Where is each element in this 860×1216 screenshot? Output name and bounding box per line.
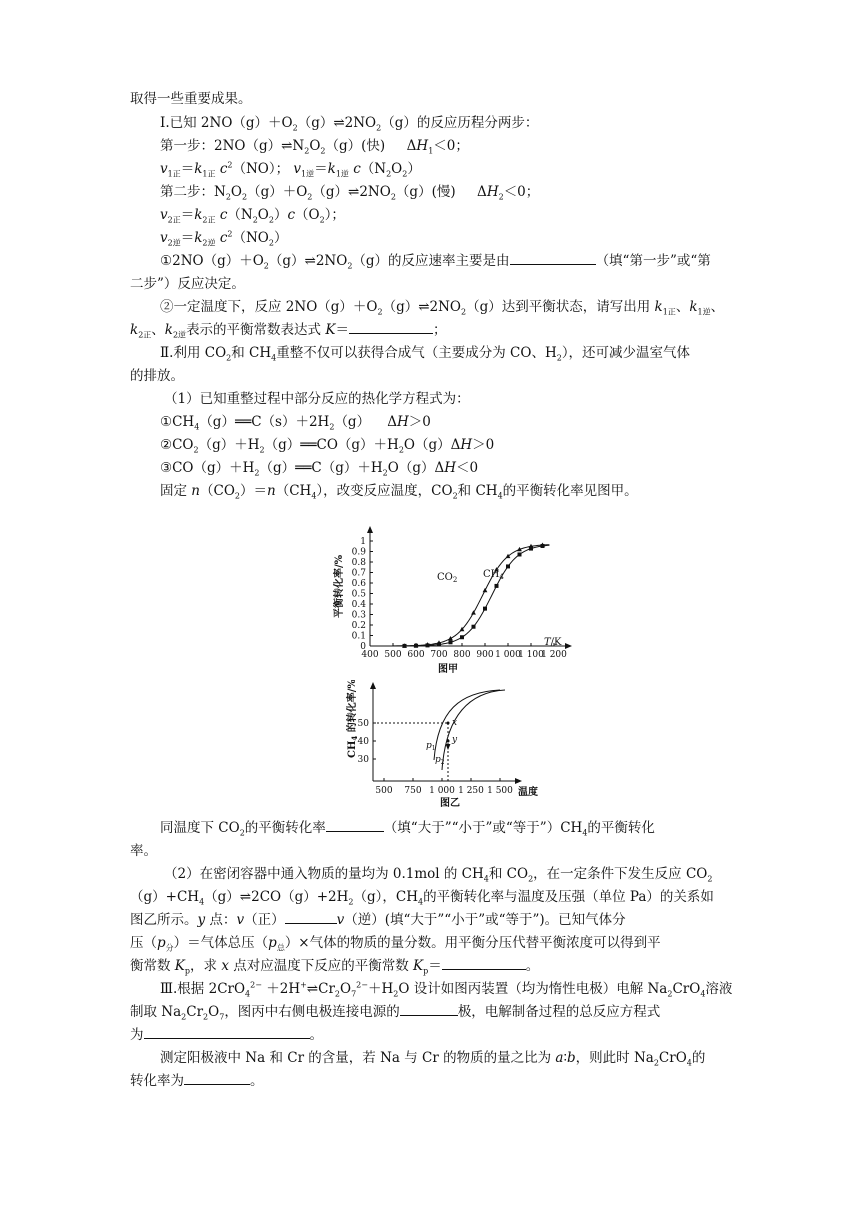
text-line-l22: $(g)+CH_4(g)\rightleftharpoons 2CO(g)+2H_2(g)$，$CH_4$的平衡转化率与温度及压强（单位 Pa）的关系如	[130, 889, 714, 907]
co2-label: $CO_2$	[437, 572, 458, 584]
figure-jia-caption: 图甲	[438, 664, 458, 675]
figure-yi-chart	[330, 680, 560, 808]
text-line-l01: 取得一些重要成果。	[130, 91, 252, 107]
figure-jia-chart	[320, 520, 580, 680]
x-tick-label-2: 750	[404, 786, 422, 796]
x-tick-label: 700	[430, 650, 448, 660]
text-line-l21: （2）在密闭容器中通入物质的量均为 0.1mol 的 $CH_4$和 $CO_2$，在一定条件下发生反应 $CO_2$	[164, 866, 713, 884]
x-tick-label-2: 1 250	[458, 786, 484, 796]
ch4-point	[506, 564, 510, 568]
p1-curve	[434, 690, 500, 760]
ch4-point	[518, 552, 522, 556]
text-line-l29: 测定阳极液中 Na 和 Cr 的含量，若 Na 与 Cr 的物质的量之比为 a∶b，则此时 $Na_2CrO_4$的	[160, 1050, 706, 1068]
x-tick-label: 600	[407, 650, 425, 660]
label-x: x	[452, 718, 458, 728]
label-p1: $p_1$	[426, 741, 436, 752]
point-x	[447, 722, 450, 725]
text-line-l24: 压$(p_分)=$气体总压$(p_总)\times$气体的物质的量分数。用平衡分压代替平衡浓度可以得到平	[130, 935, 661, 953]
x-axis-label-2: 温度	[518, 787, 538, 798]
ch4-point	[529, 547, 533, 551]
text-line-l03: 第一步：$2NO(g)\rightleftharpoons N_2O_2(g)$(快) $\Delta H_1<0$；	[160, 138, 469, 156]
figure-jia	[320, 520, 580, 680]
text-line-l18: 固定 $n(CO_2)=n(CH_4)$，改变反应温度，$CO_2$和 $CH_4$的平衡转化率见图甲。	[160, 483, 638, 501]
y-tick-label: 1	[360, 537, 366, 547]
text-line-l11: $k_{2正}$、$k_{2逆}$表示的平衡常数表达式 K＝ ；	[130, 319, 860, 341]
co2-point	[471, 610, 476, 614]
y-tick-label: 0.1	[351, 631, 366, 642]
y-tick-label: 0.8	[351, 558, 366, 568]
x-tick-label: 800	[453, 650, 471, 660]
text-line-l08: $①2NO(g)+O_2(g)\rightleftharpoons 2NO_2(g)$的反应速率主要是由 （填“第一步”或“第	[160, 250, 860, 272]
figure-yi-caption: 图乙	[440, 798, 460, 808]
y-tick-label: 0.9	[351, 547, 366, 558]
ch4-point	[460, 635, 464, 639]
x-tick-label: 400	[361, 650, 379, 660]
text-line-l20: 率。	[130, 843, 157, 859]
text-line-l13: 的排放。	[130, 368, 184, 384]
ch4-point	[426, 643, 430, 647]
text-line-l05: 第二步：$N_2O_2(g)+O_2(g)\rightleftharpoons 2NO_2(g)$(慢) $\Delta H_2<0$；	[160, 184, 540, 202]
y-tick-label-2: 50	[357, 719, 369, 729]
text-line-l17: $③CO(g)+H_2(g)══C(g)+H_2O(g)\Delta H<0$	[160, 460, 479, 478]
text-line-l30: 转化率为 。	[130, 1070, 860, 1092]
co2-point	[483, 588, 488, 592]
ch4-point	[495, 584, 499, 588]
point-y	[447, 740, 450, 743]
text-line-l02: Ⅰ.已知 $2NO(g)+O_2(g)\rightleftharpoons 2NO_2(g)$的反应历程分两步：	[160, 115, 539, 133]
x-axis-label: T/K	[544, 637, 562, 648]
text-line-l23: 图乙所示。y 点：v（正） v（逆）(填“大于”“小于”或“等于”)。已知气体分	[130, 909, 860, 931]
ch4-point	[437, 642, 441, 646]
x-tick-label-2: 1 000	[429, 786, 455, 796]
y-axis-label-2: $CH_4$ 的转化率/%	[347, 680, 359, 758]
y-axis-label: 平衡转化率/%	[334, 554, 345, 618]
y-tick-label: 0.6	[351, 579, 366, 589]
y-tick-label-2: 30	[357, 755, 369, 765]
text-line-l28: 为 。	[130, 1024, 860, 1046]
ch4-point	[483, 607, 487, 611]
ch4-point	[541, 544, 545, 548]
text-line-l16: $②CO_2(g)+H_2(g)══CO(g)+H_2O(g)\Delta H>0$	[160, 437, 495, 455]
text-line-l06: $v_{2正}=k_{2正}$ $c(N_2O_2)c(O_2)$；	[160, 207, 345, 225]
y-tick-label: 0.7	[351, 568, 366, 579]
x-tick-label: 500	[384, 650, 402, 660]
text-line-l19: 同温度下 $CO_2$的平衡转化率 （填“大于”“小于”或“等于$”)CH_4$的平衡转化	[160, 817, 860, 839]
y-tick-label: 0.4	[351, 600, 366, 610]
text-line-l14: （1）已知重整过程中部分反应的热化学方程式为：	[164, 391, 470, 407]
ch4-point	[449, 640, 453, 644]
x-tick-label: 1 100	[518, 650, 544, 660]
text-line-l07: $v_{2逆}=k_{2逆}$ $c^2(NO_2)$	[160, 229, 288, 248]
y-tick-label-2: 40	[357, 737, 369, 747]
text-line-l09: 二步”）反应决定。	[130, 276, 245, 292]
co2-point	[448, 636, 453, 640]
x-tick-label: 1 000	[495, 650, 521, 660]
figure-yi	[330, 680, 560, 808]
x-tick-label-2: 500	[375, 786, 393, 796]
p2-curve	[442, 690, 505, 770]
ch4-point	[414, 644, 418, 648]
x-tick-label: 1 200	[541, 650, 567, 660]
ch4-point	[403, 644, 407, 648]
y-tick-label: 0.5	[351, 589, 366, 600]
text-line-l25: 衡常数 $K_p$，求 x 点对应温度下反应的平衡常数 $K_p=$ 。	[130, 955, 860, 977]
label-y: y	[452, 735, 458, 745]
arrow-y	[446, 744, 451, 750]
text-line-l04: $v_{1正}=k_{1正}$ $c^2(NO)$； $v_{1逆}=k_{1逆}$ $c(N_2O_2)$	[160, 160, 421, 179]
x-tick-label: 900	[476, 650, 494, 660]
y-tick-label: 0	[360, 642, 366, 652]
ch4-point	[472, 625, 476, 629]
y-tick-label: 0.3	[351, 610, 366, 621]
co2-curve	[393, 545, 549, 646]
x-tick-label-2: 1 500	[487, 786, 513, 796]
text-line-l10: ②一定温度下，反应 $2NO(g)+O_2(g)\rightleftharpoons 2NO_2(g)$达到平衡状态，请写出用 $k_{1正}$、$k_{1逆}$、	[160, 299, 725, 317]
text-line-l12: Ⅱ.利用 $CO_2$和 $CH_4$重整不仅可以获得合成气（主要成分为 CO、$H_2$），还可减少温室气体	[160, 345, 691, 363]
ch4-label: $CH_4$	[483, 569, 504, 581]
text-line-l26: Ⅲ.根据 $2CrO_4^{2-} +2H^+\rightleftharpoons Cr_2O_7^{2-}+H_2O$ 设计如图丙装置（均为惰性电极）电解 $Na_2CrO_4$溶液	[160, 980, 733, 999]
label-p2: $p_2$	[435, 755, 445, 766]
text-line-l27: 制取 $Na_2Cr_2O_7$，图丙中右侧电极连接电源的 极，电解制备过程的总反应方程式	[130, 1001, 860, 1023]
y-tick-label: 0.2	[351, 621, 366, 631]
text-line-l15: $①CH_4(g)══C(s)+2H_2(g)$ ΔH＞0	[160, 414, 431, 432]
ch4-curve	[393, 545, 549, 646]
